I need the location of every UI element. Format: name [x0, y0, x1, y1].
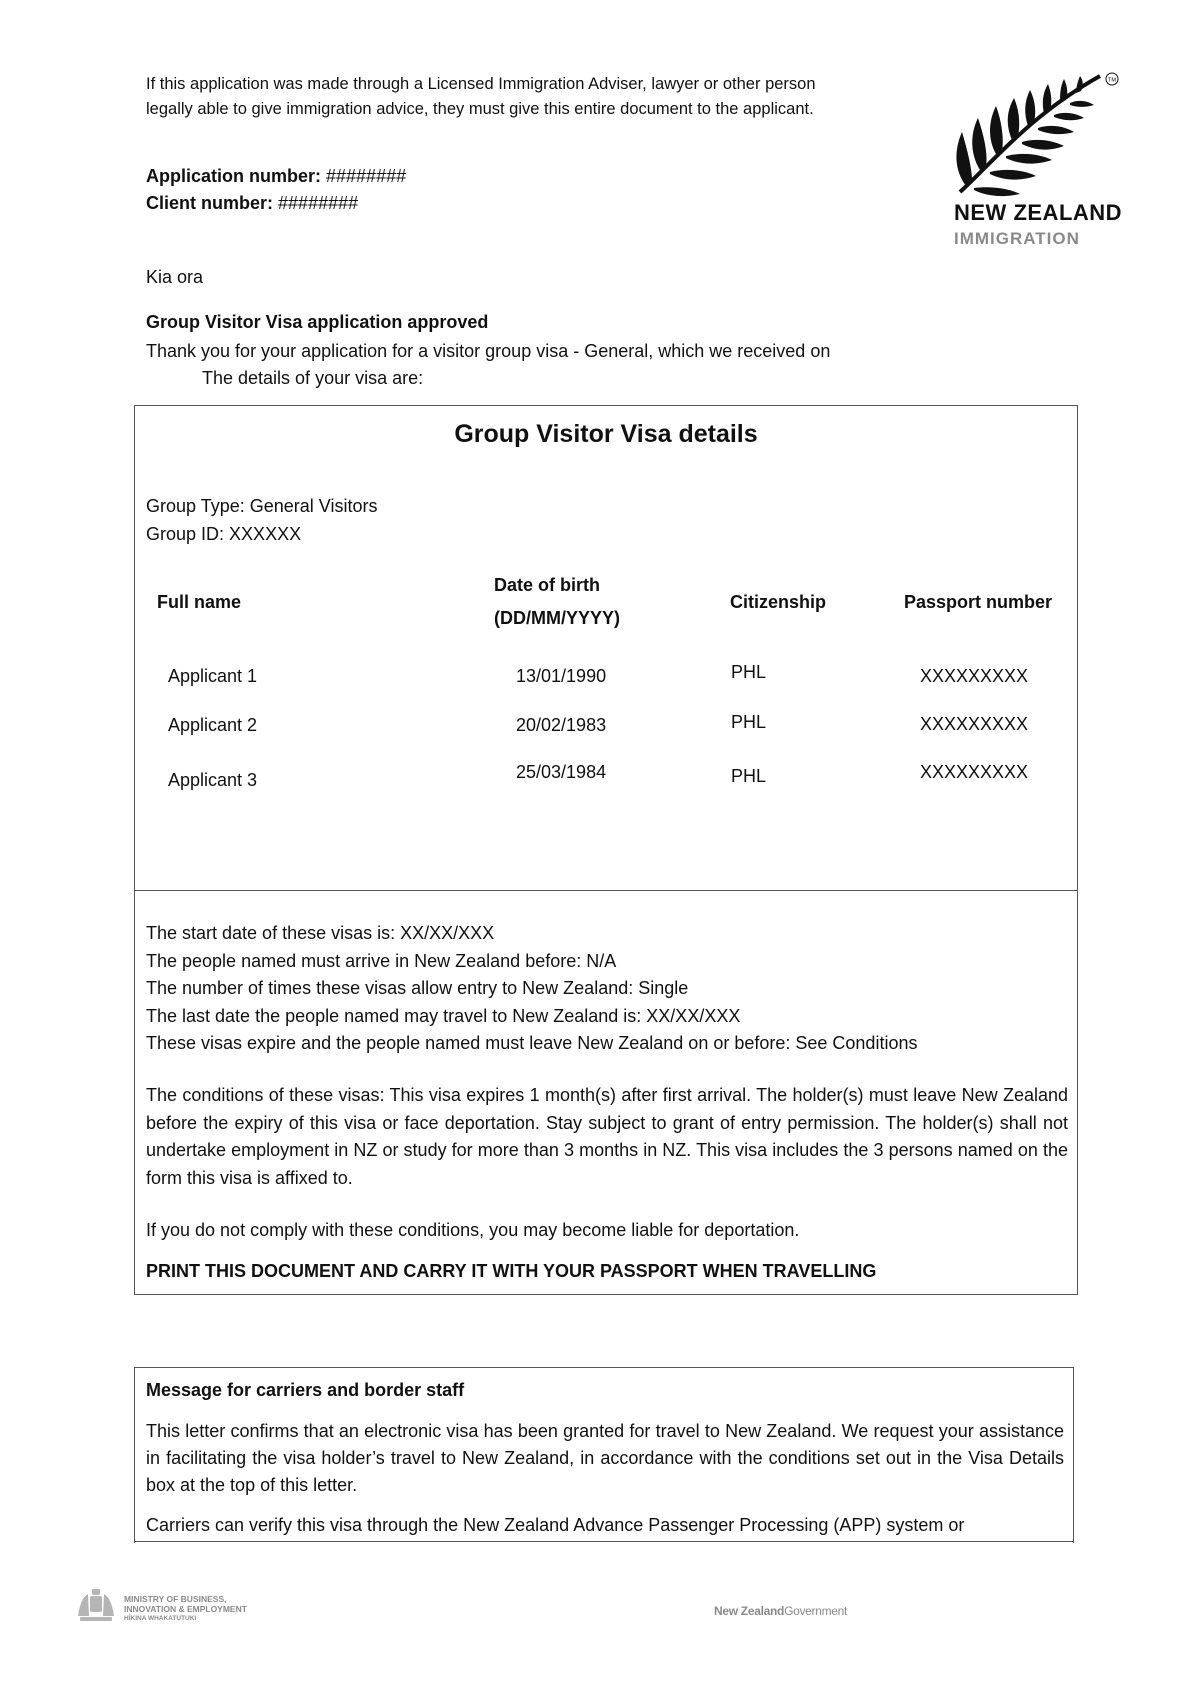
visa-conditions: The conditions of these visas: This visa expires 1 month(s) after first arrival. The holder(s) must leave New Zealand before the expiry of this visa or face deportation. Stay subject to grant of entry permission. The holder(s) shall not undertake employment in NZ or study for more than 3 months in NZ. This visa includes the 3 persons named on the form this visa is affixed to. — [146, 1085, 1068, 1188]
adviser-notice — [146, 72, 946, 122]
mbie-wordmark — [124, 1594, 247, 1624]
start-date-label: The start date of these visas is: — [146, 923, 396, 943]
greeting: Kia ora — [146, 267, 204, 287]
group-info — [146, 492, 377, 548]
column-header-full-name: Full name — [157, 592, 242, 612]
applicant-citizenship: PHL — [731, 712, 767, 732]
adviser-notice-line1: If this application was made through a Licensed Immigration Adviser, lawyer or other person — [146, 75, 816, 93]
applicant-dob: 13/01/1990 — [516, 666, 607, 686]
application-number-value: ######## — [326, 166, 407, 186]
nzgov-part2: Government — [784, 1604, 848, 1618]
visa-details-title: Group Visitor Visa details — [454, 420, 758, 448]
mbie-line3: HĪKINA WHAKATUTUKI — [124, 1615, 197, 1622]
mbie-line1: MINISTRY OF BUSINESS, — [124, 1594, 227, 1604]
entry-count: The number of times these visas allow entry to New Zealand: Single — [146, 978, 689, 998]
last-travel-label: The last date the people named may travel to New Zealand is: — [146, 1005, 642, 1026]
expiry-line: These visas expire and the people named must leave New Zealand on or before: See Conditions — [146, 1033, 918, 1053]
print-instruction: PRINT THIS DOCUMENT AND CARRY IT WITH YOUR PASSPORT WHEN TRAVELLING — [146, 1261, 877, 1281]
application-number-label: Application number: — [146, 166, 321, 186]
applicant-citizenship: PHL — [731, 766, 767, 786]
column-header-date-of-birth — [494, 569, 620, 635]
nz-government-wordmark — [714, 1604, 847, 1618]
applicant-passport: XXXXXXXXX — [920, 714, 1029, 734]
start-date-value: XX/XX/XXX — [400, 923, 495, 943]
coat-of-arms-icon — [74, 1586, 118, 1626]
logo-line-new-zealand: NEW ZEALAND — [954, 200, 1123, 225]
applicant-name: Applicant 1 — [168, 666, 258, 686]
applicant-passport: XXXXXXXXX — [920, 762, 1029, 782]
carrier-message-title: Message for carriers and border staff — [146, 1380, 465, 1400]
group-id-value: XXXXXX — [229, 524, 302, 544]
applicant-dob: 20/02/1983 — [516, 715, 607, 735]
applicant-passport: XXXXXXXXX — [920, 666, 1029, 686]
adviser-notice-line2: legally able to give immigration advice, they must give this entire document to the applicant. — [146, 100, 814, 118]
approval-text — [146, 338, 830, 392]
applicant-name: Applicant 2 — [168, 715, 258, 735]
last-travel-value: XX/XX/XXX — [646, 1005, 741, 1026]
approval-text-line1: Thank you for your application for a visitor group visa - General, which we received on — [146, 341, 831, 361]
carrier-message-paragraph1: This letter confirms that an electronic visa has been granted for travel to New Zealand. We request your assistance in facilitating the visa holder’s travel to New Zealand, in accordance with the conditions set out in the Visa Details box at the top of this letter. — [146, 1421, 1064, 1495]
approval-title: Group Visitor Visa application approved — [146, 312, 489, 332]
dob-header-line1: Date of birth — [494, 575, 600, 595]
group-type: Group Type: General Visitors — [146, 496, 378, 516]
applicant-citizenship: PHL — [731, 662, 767, 682]
client-number-value: ######## — [278, 193, 359, 213]
visa-details-divider — [134, 890, 1078, 891]
application-numbers — [146, 163, 406, 217]
mbie-line2: INNOVATION & EMPLOYMENT — [124, 1604, 247, 1614]
trademark-mark: TM — [1108, 77, 1116, 84]
group-id-label: Group ID: — [146, 524, 225, 544]
applicant-name: Applicant 3 — [168, 770, 258, 790]
arrive-before: The people named must arrive in New Zealand before: N/A — [146, 950, 617, 971]
approval-text-line2: The details of your visa are: — [202, 368, 424, 388]
carrier-message-paragraph2: Carriers can verify this visa through the New Zealand Advance Passenger Processing (APP) system or — [146, 1515, 965, 1535]
nzgov-part1: New Zealand — [714, 1604, 785, 1618]
carrier-message-box-bottom — [134, 1541, 1074, 1542]
fern-logo-icon — [950, 70, 1120, 198]
column-header-passport-number: Passport number — [904, 592, 1053, 612]
comply-warning: If you do not comply with these conditions, you may become liable for deportation. — [146, 1220, 800, 1240]
client-number-label: Client number: — [146, 193, 274, 213]
applicant-dob: 25/03/1984 — [516, 762, 607, 782]
logo-line-immigration: IMMIGRATION — [954, 229, 1080, 248]
visa-terms — [146, 920, 1068, 1058]
dob-header-line2: (DD/MM/YYYY) — [494, 608, 620, 628]
column-header-citizenship: Citizenship — [730, 592, 827, 612]
